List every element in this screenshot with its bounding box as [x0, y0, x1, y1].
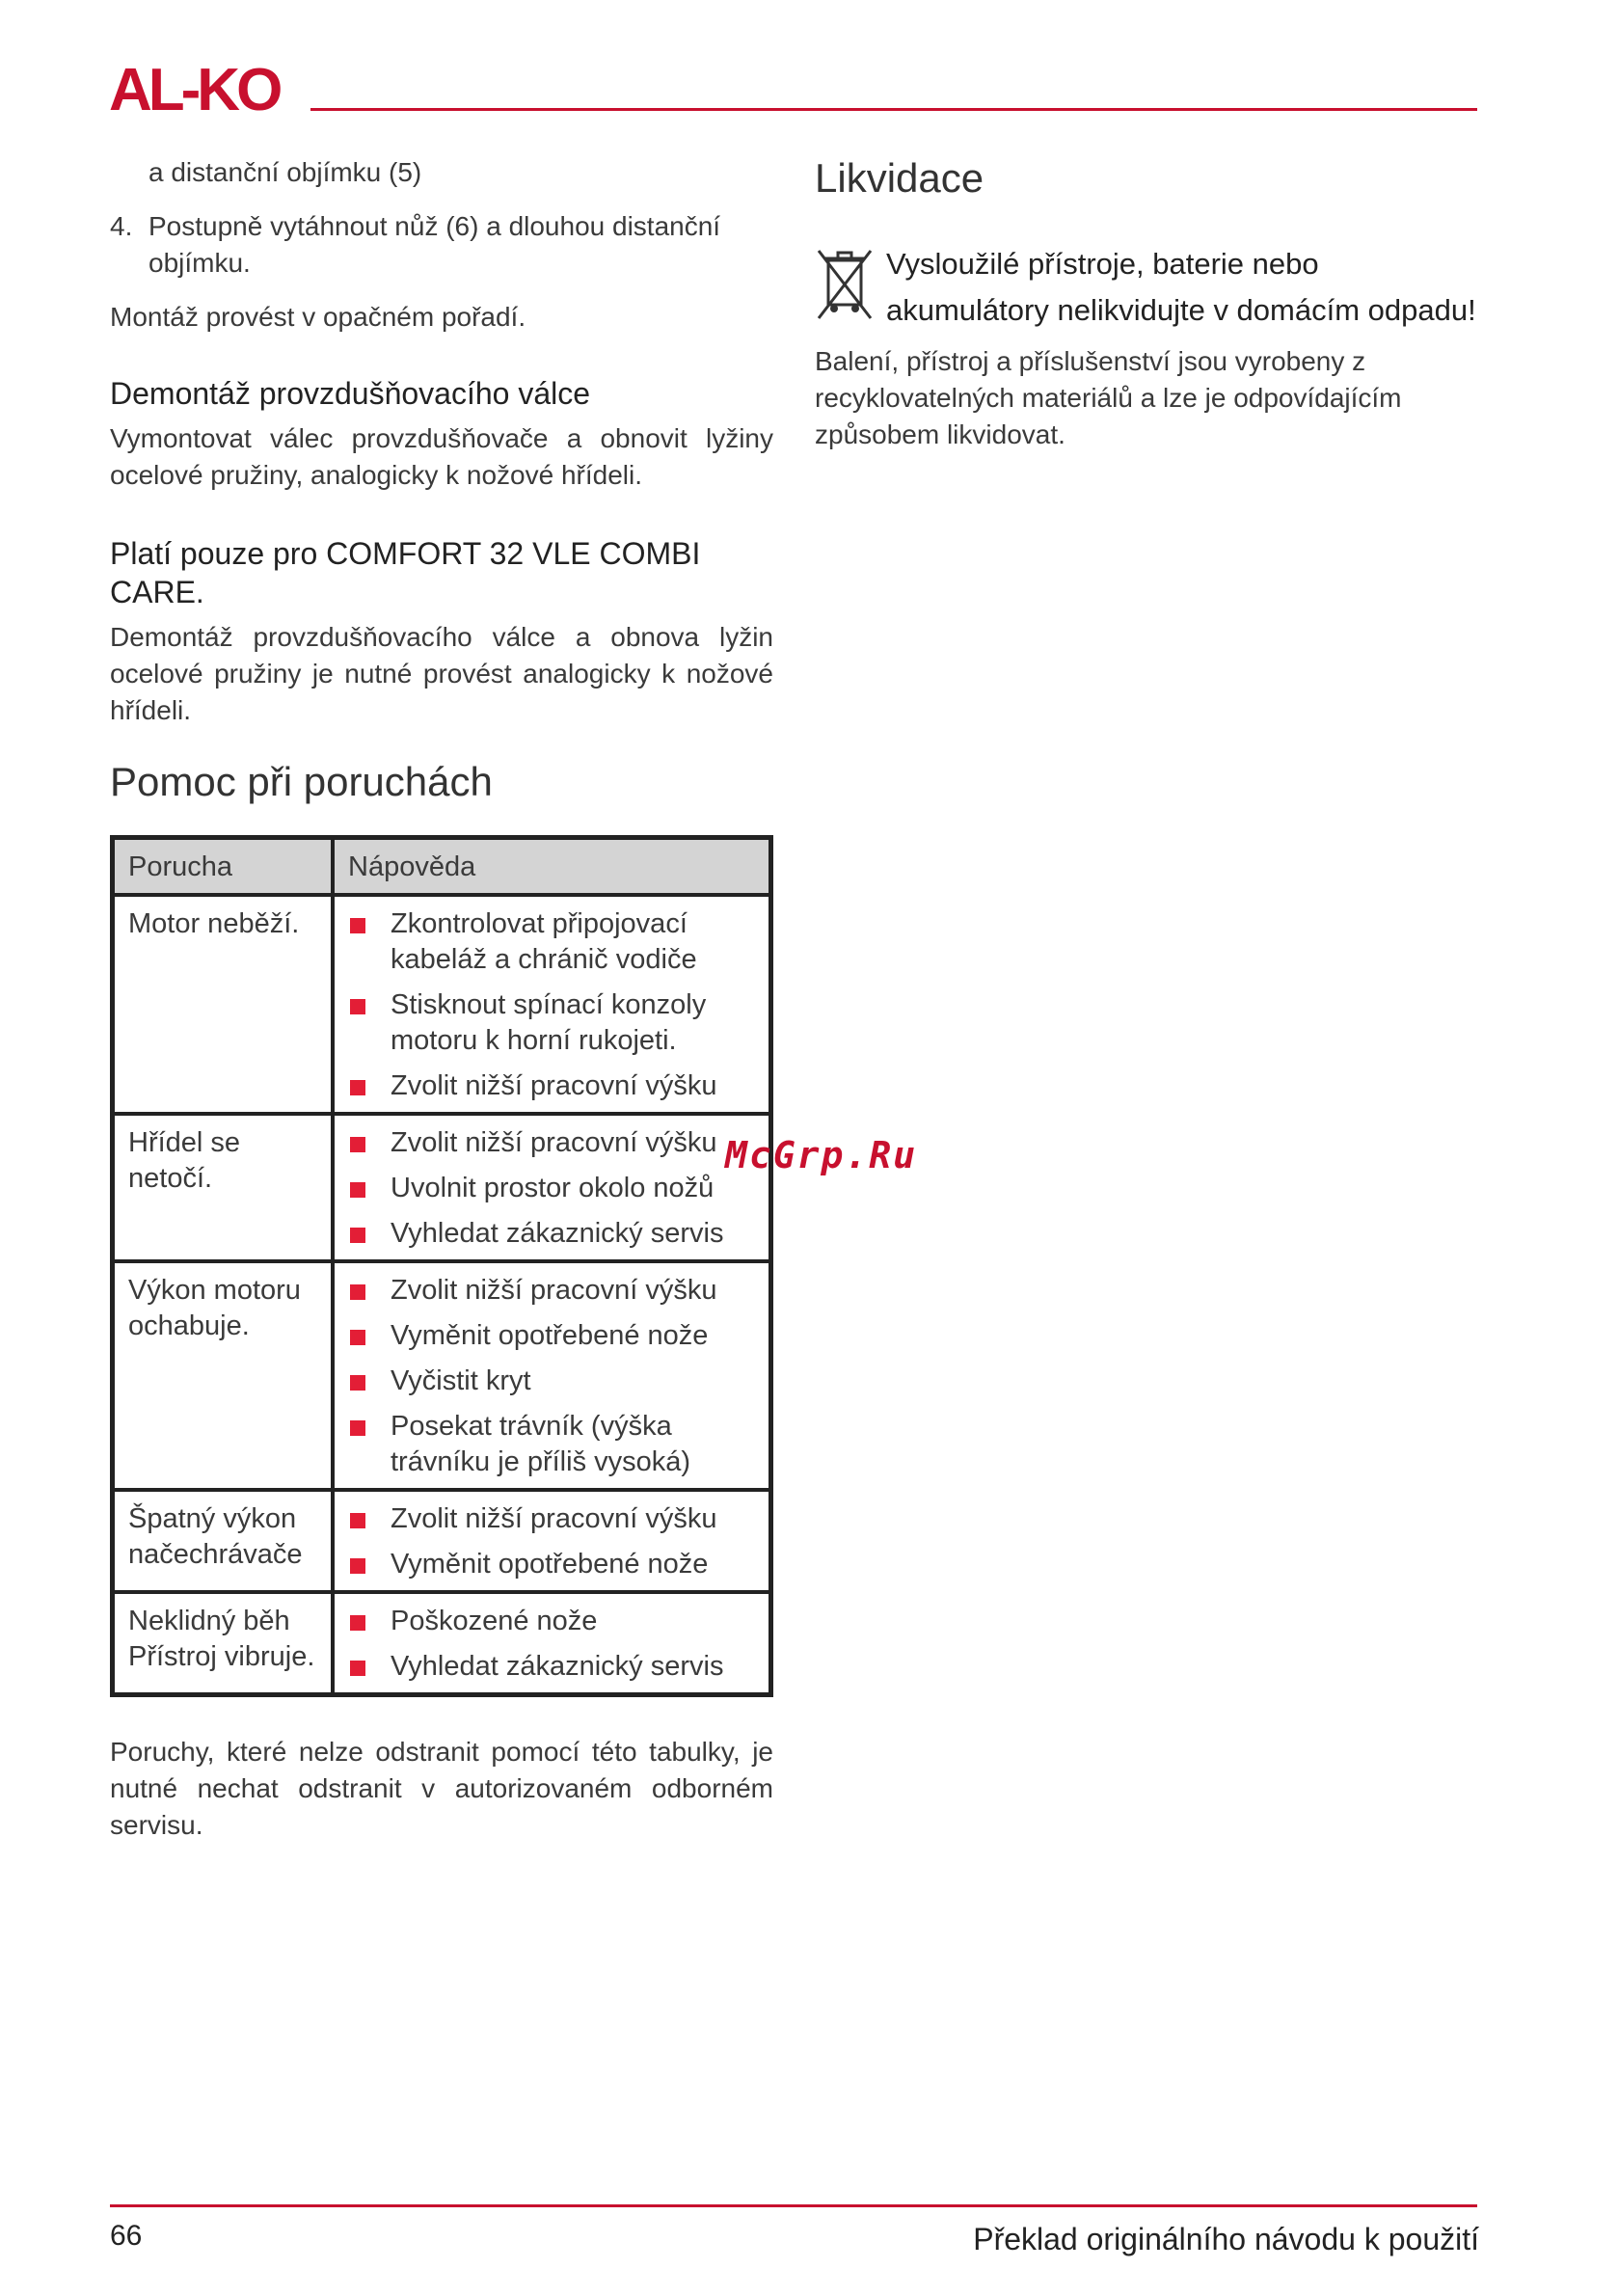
- hint-cell: [333, 1114, 771, 1261]
- header-hint: Nápověda: [333, 838, 771, 896]
- fault-cell: Špatný výkon načechrávače: [113, 1490, 334, 1592]
- section-text-aerator-removal: Vymontovat válec provzdušňovače a obnovit lyžiny ocelové pružiny, analogicky k nožové hřídeli.: [110, 423, 773, 490]
- bullet-icon: [350, 1375, 365, 1391]
- disposal-warning-text: Vysloužilé přístroje, baterie nebo akumulátory nelikvidujte v domácím odpadu!: [886, 247, 1476, 327]
- step-4: [110, 208, 773, 282]
- list-item: Vyčistit kryt: [348, 1364, 755, 1399]
- table-row: [113, 1592, 771, 1695]
- list-item: Zvolit nižší pracovní výšku: [348, 1068, 755, 1104]
- footer-rule: [110, 2204, 1477, 2207]
- continued-text: a distanční objímku (5): [148, 157, 422, 187]
- bullet-icon: [350, 1182, 365, 1198]
- table-row: [113, 1114, 771, 1261]
- table-row: [113, 1490, 771, 1592]
- bullet-icon: [350, 1080, 365, 1095]
- list-item: Vyhledat zákaznický servis: [348, 1216, 755, 1252]
- disposal-warning: [815, 241, 1480, 334]
- bullet-icon: [350, 1661, 365, 1676]
- list-item: Zvolit nižší pracovní výšku: [348, 1125, 755, 1161]
- list-item: Zvolit nižší pracovní výšku: [348, 1273, 755, 1309]
- header-rule: [310, 108, 1477, 111]
- bullet-icon: [350, 918, 365, 933]
- header-fault: Porucha: [113, 838, 334, 896]
- list-item: Vyměnit opotřebené nože: [348, 1547, 755, 1582]
- bullet-icon: [350, 1228, 365, 1243]
- after-table-note: Poruchy, které nelze odstranit pomocí této tabulky, je nutné nechat odstranit v autorizovaném odborném servisu.: [110, 1737, 773, 1840]
- bullet-icon: [350, 1137, 365, 1152]
- list-item: Zkontrolovat připojovací kabeláž a chránič vodiče: [348, 906, 755, 978]
- bullet-icon: [350, 1558, 365, 1574]
- bullet-icon: [350, 1330, 365, 1345]
- step-text: Postupně vytáhnout nůž (6) a dlouhou distanční objímku.: [148, 211, 721, 278]
- troubleshooting-table: [110, 835, 773, 1697]
- footer-title: Překlad originálního návodu k použití: [973, 2222, 1479, 2256]
- table-row: [113, 1261, 771, 1490]
- section-title-aerator-removal: Demontáž provzdušňovacího válce: [110, 376, 591, 411]
- fault-cell: Neklidný běh Přístroj vibruje.: [113, 1592, 334, 1695]
- disposal-text: Balení, přístroj a příslušenství jsou vyrobeny z recyklovatelných materiálů a lze je odpovídajícím způsobem likvidovat.: [815, 346, 1402, 449]
- bullet-icon: [350, 1513, 365, 1528]
- list-item: Zvolit nižší pracovní výšku: [348, 1501, 755, 1537]
- fault-cell: Motor neběží.: [113, 895, 334, 1114]
- list-item: Vyměnit opotřebené nože: [348, 1318, 755, 1354]
- hint-cell: [333, 1261, 771, 1490]
- section-title-disposal: Likvidace: [815, 155, 984, 201]
- hint-cell: [333, 1592, 771, 1695]
- right-column: [815, 154, 1480, 453]
- page-number: 66: [110, 2220, 143, 2252]
- list-item: Poškozené nože: [348, 1604, 755, 1639]
- section-title-comfort-only: Platí pouze pro COMFORT 32 VLE COMBI CARE.: [110, 536, 701, 609]
- fault-cell: Výkon motoru ochabuje.: [113, 1261, 334, 1490]
- assembly-note: Montáž provést v opačném pořadí.: [110, 302, 526, 332]
- table-header-row: [113, 838, 771, 896]
- section-text-comfort-only: Demontáž provzdušňovacího válce a obnova lyžin ocelové pružiny je nutné provést analogicky k nožové hřídeli.: [110, 622, 773, 725]
- list-item: Vyhledat zákaznický servis: [348, 1649, 755, 1685]
- crossed-out-bin-icon: [815, 247, 875, 324]
- hint-cell: [333, 895, 771, 1114]
- bullet-icon: [350, 1284, 365, 1300]
- alko-logo: [109, 62, 305, 118]
- table-row: [113, 895, 771, 1114]
- bullet-icon: [350, 1615, 365, 1631]
- list-item: Uvolnit prostor okolo nožů: [348, 1171, 755, 1206]
- watermark: McGrp.Ru: [725, 1134, 918, 1176]
- section-title-troubleshooting: Pomoc při poruchách: [110, 759, 493, 804]
- step-number: 4.: [110, 211, 133, 241]
- svg-text:AL-KO: AL-KO: [109, 62, 280, 118]
- list-item: Stisknout spínací konzoly motoru k horní rukojeti.: [348, 987, 755, 1059]
- left-column: [110, 154, 773, 1844]
- bullet-icon: [350, 1420, 365, 1436]
- list-item: Posekat trávník (výška trávníku je příliš vysoká): [348, 1409, 755, 1480]
- bullet-icon: [350, 999, 365, 1014]
- fault-cell: Hřídel se netočí.: [113, 1114, 334, 1261]
- hint-cell: [333, 1490, 771, 1592]
